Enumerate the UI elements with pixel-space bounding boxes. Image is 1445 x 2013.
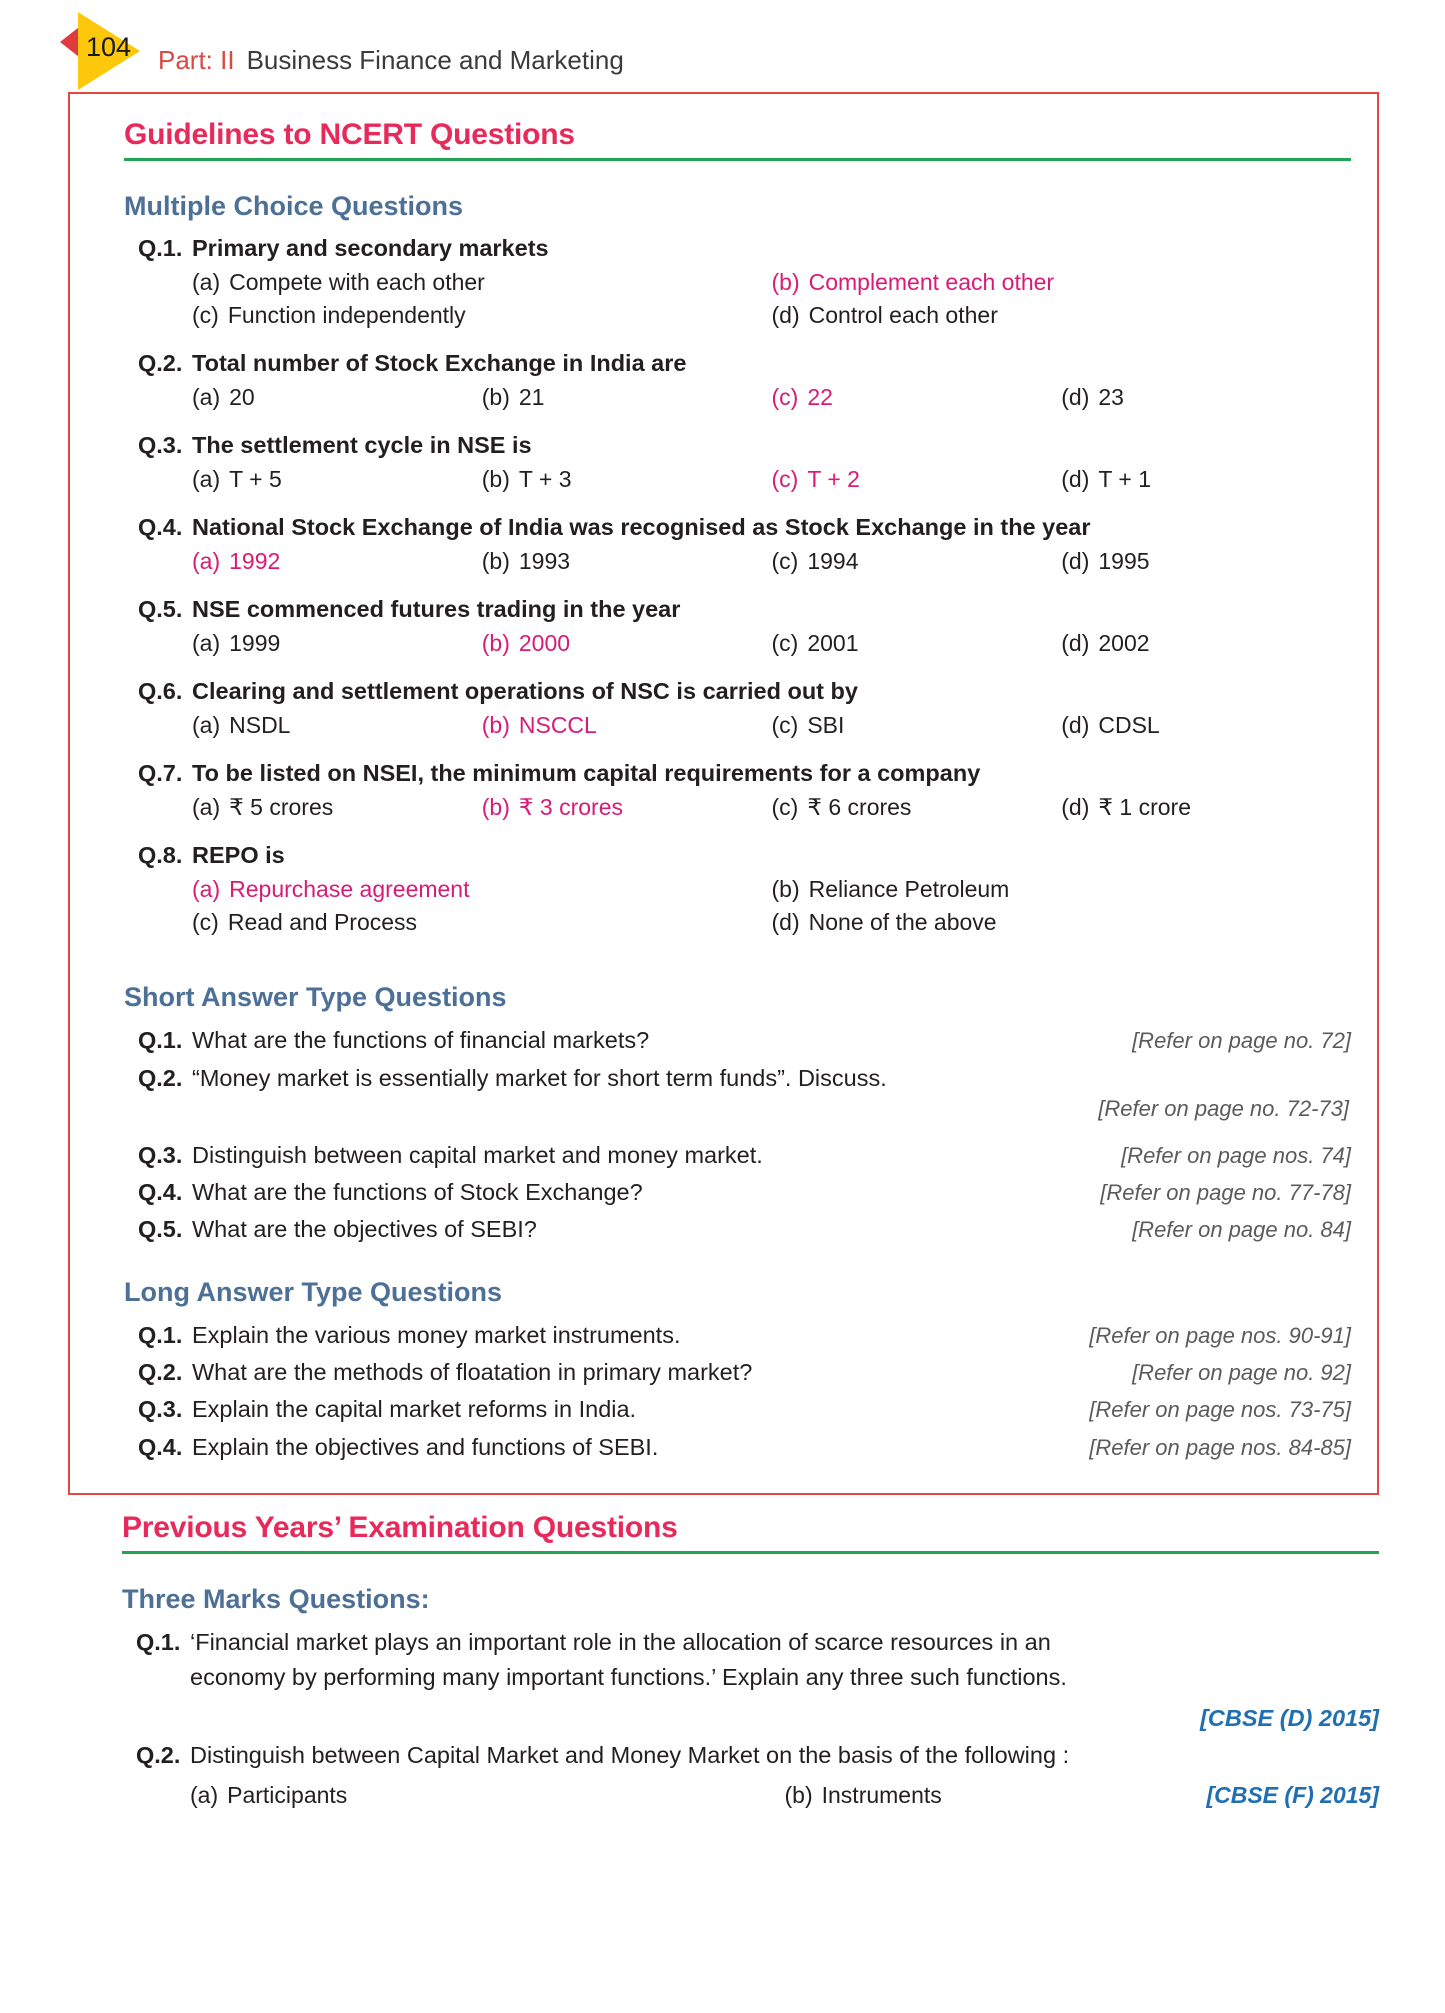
exam-question-item	[94, 1625, 1379, 1733]
mcq-option-label: (b)	[481, 384, 510, 410]
mcq-question-text: National Stock Exchange of India was recognised as Stock Exchange in the year	[192, 514, 1091, 541]
guidelines-box	[68, 92, 1379, 1495]
mcq-question-text: To be listed on NSEI, the minimum capital requirements for a company	[192, 760, 981, 787]
mcq-option-row	[192, 627, 1351, 660]
mcq-option-label: (a)	[192, 794, 221, 820]
mcq-options	[138, 791, 1351, 824]
mcq-option-correct[interactable]	[772, 381, 1062, 414]
mcq-option-label: (d)	[771, 302, 800, 328]
mcq-option-text: Function independently	[227, 302, 466, 328]
exam-question-row	[136, 1625, 1379, 1696]
long-answer-text: Explain the various money market instruments.	[192, 1321, 681, 1348]
short-answer-row	[138, 1138, 1351, 1172]
mcq-option-label: (b)	[481, 712, 510, 738]
mcq-option-correct[interactable]	[192, 873, 772, 906]
mcq-number: Q.8.	[138, 842, 183, 869]
short-answer-reference: [Refer on page no. 84]	[1132, 1217, 1351, 1243]
mcq-option[interactable]	[192, 463, 482, 496]
exam-question-number: Q.2.	[136, 1742, 181, 1769]
mcq-option-label: (d)	[1061, 630, 1090, 656]
mcq-option-text: Reliance Petroleum	[808, 876, 1010, 902]
mcq-option-text: 22	[807, 384, 833, 410]
long-answer-item	[96, 1392, 1351, 1426]
book-title: Business Finance and Marketing	[246, 45, 624, 75]
mcq-option-label: (d)	[1061, 548, 1090, 574]
mcq-question-line	[138, 675, 1351, 708]
mcq-question-line	[138, 593, 1351, 626]
mcq-option-label: (b)	[481, 466, 510, 492]
short-answer-text: What are the objectives of SEBI?	[192, 1216, 537, 1243]
mcq-option[interactable]	[1061, 627, 1351, 660]
mcq-option[interactable]	[772, 873, 1352, 906]
long-answer-text: What are the methods of floatation in primary market?	[192, 1359, 753, 1385]
previous-years-title: Previous Years’ Examination Questions	[122, 1510, 678, 1544]
short-answer-reference: [Refer on page no. 72-73]	[1098, 1095, 1349, 1121]
mcq-option-text: ₹ 3 crores	[518, 794, 623, 820]
mcq-item	[96, 593, 1351, 673]
short-answer-number: Q.1.	[138, 1027, 183, 1054]
mcq-option[interactable]	[192, 709, 482, 742]
mcq-options	[138, 463, 1351, 496]
spacer	[138, 742, 1351, 755]
exam-option[interactable]	[190, 1782, 785, 1809]
short-answer-row	[138, 1061, 1351, 1095]
short-answer-reference: [Refer on page no. 72]	[1132, 1028, 1351, 1054]
mcq-option-label: (a)	[192, 876, 221, 902]
mcq-number: Q.2.	[138, 350, 183, 377]
short-answer-reference: [Refer on page nos. 74]	[1121, 1142, 1351, 1168]
mcq-option[interactable]	[482, 545, 772, 578]
mcq-option-text: 1993	[518, 548, 571, 574]
mcq-option-text: T + 5	[229, 466, 282, 492]
short-answer-item	[96, 1212, 1351, 1246]
long-answer-row	[138, 1392, 1351, 1426]
part-label: Part: II	[158, 45, 235, 75]
cbse-tag-row	[136, 1705, 1379, 1732]
mcq-option-label: (d)	[1061, 794, 1090, 820]
mcq-option[interactable]	[1061, 463, 1351, 496]
mcq-option[interactable]	[1061, 709, 1351, 742]
mcq-option[interactable]	[192, 266, 772, 299]
exam-option-label: (b)	[784, 1781, 813, 1808]
short-answer-row	[138, 1212, 1351, 1246]
mcq-question-text: NSE commenced futures trading in the year	[192, 596, 681, 623]
cbse-tag: [CBSE (F) 2015]	[1206, 1781, 1379, 1808]
long-answer-heading: Long Answer Type Questions	[124, 1276, 503, 1307]
exam-option[interactable]	[785, 1782, 1380, 1809]
mcq-option-label: (c)	[771, 630, 799, 656]
mcq-item	[96, 839, 1351, 952]
short-answer-item	[96, 1061, 1351, 1135]
mcq-option-label: (a)	[192, 466, 221, 492]
mcq-item	[96, 757, 1351, 837]
previous-years-questions	[94, 1625, 1379, 1809]
mcq-item	[96, 429, 1351, 509]
mcq-option[interactable]	[772, 299, 1352, 332]
exam-option-text: Participants	[227, 1781, 348, 1808]
long-answer-row	[138, 1430, 1351, 1464]
long-answer-number: Q.4.	[138, 1433, 183, 1460]
mcq-options	[138, 381, 1351, 414]
mcq-option[interactable]	[772, 545, 1062, 578]
mcq-option-text: 20	[229, 384, 255, 410]
mcq-option-label: (c)	[771, 466, 799, 492]
mcq-question-text: Total number of Stock Exchange in India are	[192, 350, 687, 377]
short-answer-text: What are the functions of Stock Exchange?	[192, 1179, 643, 1206]
short-answer-item	[96, 1023, 1351, 1057]
mcq-option-correct[interactable]	[482, 709, 772, 742]
long-answer-text: Explain the capital market reforms in India.	[192, 1396, 637, 1423]
mcq-option-text: ₹ 1 crore	[1098, 794, 1191, 820]
mcq-question-line	[138, 232, 1351, 265]
mcq-question-line	[138, 429, 1351, 462]
spacer	[138, 578, 1351, 591]
mcq-option-label: (d)	[1061, 384, 1090, 410]
mcq-option[interactable]	[192, 381, 482, 414]
mcq-option[interactable]	[772, 791, 1062, 824]
mcq-option-text: 1995	[1098, 548, 1150, 574]
mcq-option-label: (c)	[192, 302, 219, 328]
mcq-option-text: 2002	[1098, 630, 1150, 656]
spacer	[138, 1122, 1351, 1135]
exam-question-body	[190, 1738, 1379, 1773]
mcq-option-row	[192, 709, 1351, 742]
mcq-list	[96, 232, 1351, 952]
short-answer-text: Distinguish between capital market and money market.	[192, 1141, 763, 1168]
mcq-option-row	[192, 545, 1351, 578]
long-answer-number: Q.2.	[138, 1359, 183, 1385]
long-answer-number: Q.3.	[138, 1396, 183, 1423]
spacer	[138, 496, 1351, 509]
short-answer-list	[96, 1023, 1351, 1246]
mcq-option-text: Compete with each other	[229, 268, 485, 295]
mcq-option[interactable]	[1061, 545, 1351, 578]
mcq-option-correct[interactable]	[772, 266, 1352, 299]
mcq-option-text: T + 2	[807, 466, 860, 492]
mcq-option-label: (c)	[771, 794, 799, 820]
three-marks-heading: Three Marks Questions:	[122, 1583, 430, 1614]
mcq-option-text: 1994	[807, 548, 859, 574]
mcq-question-text: Primary and secondary markets	[192, 235, 549, 261]
short-answer-row	[138, 1175, 1351, 1209]
mcq-option-row	[192, 299, 1351, 332]
mcq-options	[138, 873, 1351, 939]
mcq-option-label: (d)	[1061, 466, 1090, 492]
mcq-question-line	[138, 839, 1351, 872]
mcq-item	[96, 347, 1351, 427]
mcq-option-text: NSCCL	[518, 712, 597, 738]
mcq-number: Q.5.	[138, 596, 183, 623]
mcq-option-row	[192, 791, 1351, 824]
mcq-heading: Multiple Choice Questions	[124, 191, 464, 221]
short-answer-text: “Money market is essentially market for short term funds”. Discuss.	[192, 1064, 887, 1091]
mcq-option-text: 2000	[518, 630, 571, 656]
short-answer-heading: Short Answer Type Questions	[124, 982, 507, 1013]
exam-question-row	[136, 1738, 1379, 1773]
short-answer-text: What are the functions of financial markets?	[192, 1027, 650, 1054]
mcq-option-row	[192, 906, 1351, 939]
mcq-option[interactable]	[192, 791, 482, 824]
short-answer-number: Q.3.	[138, 1141, 183, 1168]
short-answer-item	[96, 1175, 1351, 1209]
exam-question-body	[190, 1625, 1379, 1696]
short-answer-number: Q.5.	[138, 1216, 183, 1243]
mcq-option-text: 2001	[807, 630, 859, 656]
mcq-options	[138, 627, 1351, 660]
mcq-option-label: (b)	[481, 794, 510, 820]
guidelines-title-rule	[124, 158, 1351, 161]
page-number: 104	[86, 32, 132, 62]
mcq-option-text: ₹ 5 crores	[229, 794, 334, 820]
short-answer-number: Q.4.	[138, 1179, 183, 1206]
folio-badge	[60, 12, 152, 90]
mcq-number: Q.3.	[138, 432, 183, 459]
mcq-option-text: None of the above	[808, 909, 997, 936]
mcq-question-text: REPO is	[192, 842, 285, 869]
exam-question-line-2: economy by performing many important functions.’ Explain any three such functions.	[190, 1664, 1067, 1691]
mcq-number: Q.4.	[138, 514, 183, 541]
mcq-option-label: (a)	[192, 384, 221, 410]
mcq-option[interactable]	[192, 627, 482, 660]
mcq-option-text: Complement each other	[808, 268, 1055, 295]
mcq-option[interactable]	[192, 906, 772, 939]
mcq-option-row	[192, 266, 1351, 299]
mcq-option-text: 1999	[229, 630, 281, 656]
mcq-item	[96, 675, 1351, 755]
exam-question-options	[136, 1782, 1379, 1809]
mcq-option-text: SBI	[807, 712, 845, 738]
mcq-option[interactable]	[192, 299, 772, 332]
spacer	[138, 939, 1351, 952]
previous-years-rule	[122, 1551, 1379, 1554]
mcq-option[interactable]	[1061, 791, 1351, 824]
mcq-option[interactable]	[1061, 381, 1351, 414]
exam-option-label: (a)	[190, 1781, 219, 1808]
mcq-option-label: (a)	[192, 712, 221, 738]
mcq-option-text: 21	[518, 384, 545, 410]
mcq-option-text: ₹ 6 crores	[807, 794, 912, 820]
mcq-number: Q.1.	[138, 235, 183, 261]
mcq-option-label: (b)	[481, 630, 510, 656]
long-answer-reference: [Refer on page nos. 90-91]	[1089, 1322, 1351, 1348]
mcq-option-text: Control each other	[808, 302, 998, 328]
long-answer-reference: [Refer on page nos. 73-75]	[1089, 1397, 1351, 1423]
mcq-item	[96, 232, 1351, 345]
exam-question-line-1: Distinguish between Capital Market and Money Market on the basis of the following :	[190, 1742, 1070, 1769]
guidelines-title: Guidelines to NCERT Questions	[124, 118, 575, 151]
long-answer-row	[138, 1318, 1351, 1352]
mcq-option-correct[interactable]	[192, 545, 482, 578]
mcq-option-correct[interactable]	[482, 627, 772, 660]
mcq-option-label: (d)	[1061, 712, 1090, 738]
mcq-option-label: (c)	[771, 712, 799, 738]
short-answer-row	[138, 1023, 1351, 1057]
long-answer-item	[96, 1318, 1351, 1352]
long-answer-reference: [Refer on page no. 92]	[1132, 1360, 1351, 1385]
short-answer-number: Q.2.	[138, 1064, 183, 1091]
previous-years-section	[68, 1511, 1379, 1809]
mcq-question-line	[138, 757, 1351, 790]
mcq-number: Q.7.	[138, 760, 183, 787]
mcq-item	[96, 511, 1351, 591]
mcq-option-text: NSDL	[229, 712, 291, 738]
mcq-question-line	[138, 511, 1351, 544]
long-answer-number: Q.1.	[138, 1321, 183, 1348]
mcq-options	[138, 709, 1351, 742]
exam-question-item	[94, 1738, 1379, 1808]
mcq-option-text: 23	[1098, 384, 1124, 410]
mcq-option-correct[interactable]	[772, 463, 1062, 496]
mcq-option-row	[192, 463, 1351, 496]
mcq-option-label: (a)	[192, 630, 221, 656]
mcq-option[interactable]	[772, 709, 1062, 742]
mcq-option-text: 1992	[229, 548, 281, 574]
exam-option-text: Instruments	[821, 1781, 942, 1808]
spacer	[138, 824, 1351, 837]
mcq-option[interactable]	[772, 627, 1062, 660]
mcq-option-label: (b)	[481, 548, 510, 574]
mcq-option-row	[192, 381, 1351, 414]
spacer	[138, 414, 1351, 427]
mcq-question-line	[138, 347, 1351, 380]
mcq-option-text: T + 3	[518, 466, 572, 492]
mcq-option-correct[interactable]	[482, 791, 772, 824]
long-answer-reference: [Refer on page nos. 84-85]	[1089, 1434, 1351, 1460]
long-answer-list	[96, 1318, 1351, 1464]
spacer	[138, 332, 1351, 345]
running-header	[0, 0, 1445, 92]
mcq-option-row	[192, 873, 1351, 906]
exam-question-number: Q.1.	[136, 1628, 181, 1655]
long-answer-text: Explain the objectives and functions of SEBI.	[192, 1433, 659, 1460]
mcq-options	[138, 266, 1351, 332]
mcq-number: Q.6.	[138, 678, 183, 705]
mcq-option-label: (c)	[771, 548, 799, 574]
long-answer-row	[138, 1355, 1351, 1389]
mcq-option-label: (c)	[192, 909, 219, 936]
mcq-option-text: CDSL	[1098, 712, 1160, 738]
long-answer-item	[96, 1430, 1351, 1464]
mcq-option-label: (b)	[771, 876, 800, 902]
mcq-option-label: (a)	[192, 548, 221, 574]
spacer	[138, 660, 1351, 673]
mcq-option-label: (c)	[771, 384, 799, 410]
mcq-option-text: T + 1	[1098, 466, 1152, 492]
mcq-option-label: (a)	[192, 268, 221, 295]
mcq-question-text: Clearing and settlement operations of NSC is carried out by	[192, 678, 858, 705]
long-answer-item	[96, 1355, 1351, 1389]
exam-question-line-1: ‘Financial market plays an important role in the allocation of scarce resources in an	[190, 1628, 1051, 1655]
mcq-option-label: (d)	[771, 909, 800, 936]
mcq-options	[138, 545, 1351, 578]
mcq-option[interactable]	[772, 906, 1352, 939]
short-answer-reference: [Refer on page no. 77-78]	[1100, 1180, 1351, 1206]
mcq-option[interactable]	[482, 463, 772, 496]
mcq-option-text: Repurchase agreement	[229, 876, 470, 902]
mcq-question-text: The settlement cycle in NSE is	[192, 432, 532, 459]
mcq-option[interactable]	[482, 381, 772, 414]
mcq-option-label: (b)	[771, 268, 800, 295]
cbse-tag: [CBSE (D) 2015]	[1200, 1705, 1379, 1732]
short-answer-item	[96, 1138, 1351, 1172]
mcq-option-text: Read and Process	[227, 909, 418, 936]
